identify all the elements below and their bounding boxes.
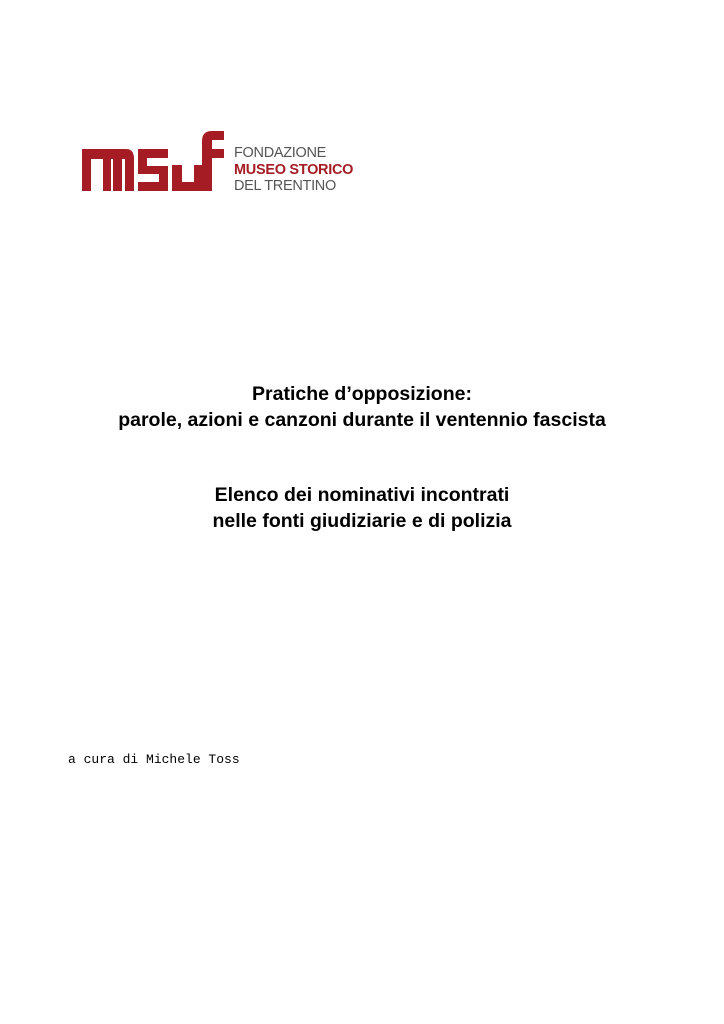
curator-credit: a cura di Michele Toss [68,752,240,767]
subtitle-line-2: nelle fonti giudiziarie e di polizia [212,510,512,532]
logo-line-fondazione: FONDAZIONE [234,145,327,161]
logo-line-museo-storico: MUSEO STORICO [234,161,354,178]
title-line-2: parole, azioni e canzoni durante il ventennio fascista [118,409,606,431]
msf-logo-mark [82,131,226,193]
document-subtitle [0,482,724,534]
logo-line-del-trentino: DEL TRENTINO [234,178,336,194]
logo-wordmark [234,145,353,195]
subtitle-line-1: Elenco dei nominativi incontrati [214,484,510,506]
document-title [0,381,724,433]
foundation-logo [82,131,382,195]
title-line-1: Pratiche d’opposizione: [252,383,472,405]
